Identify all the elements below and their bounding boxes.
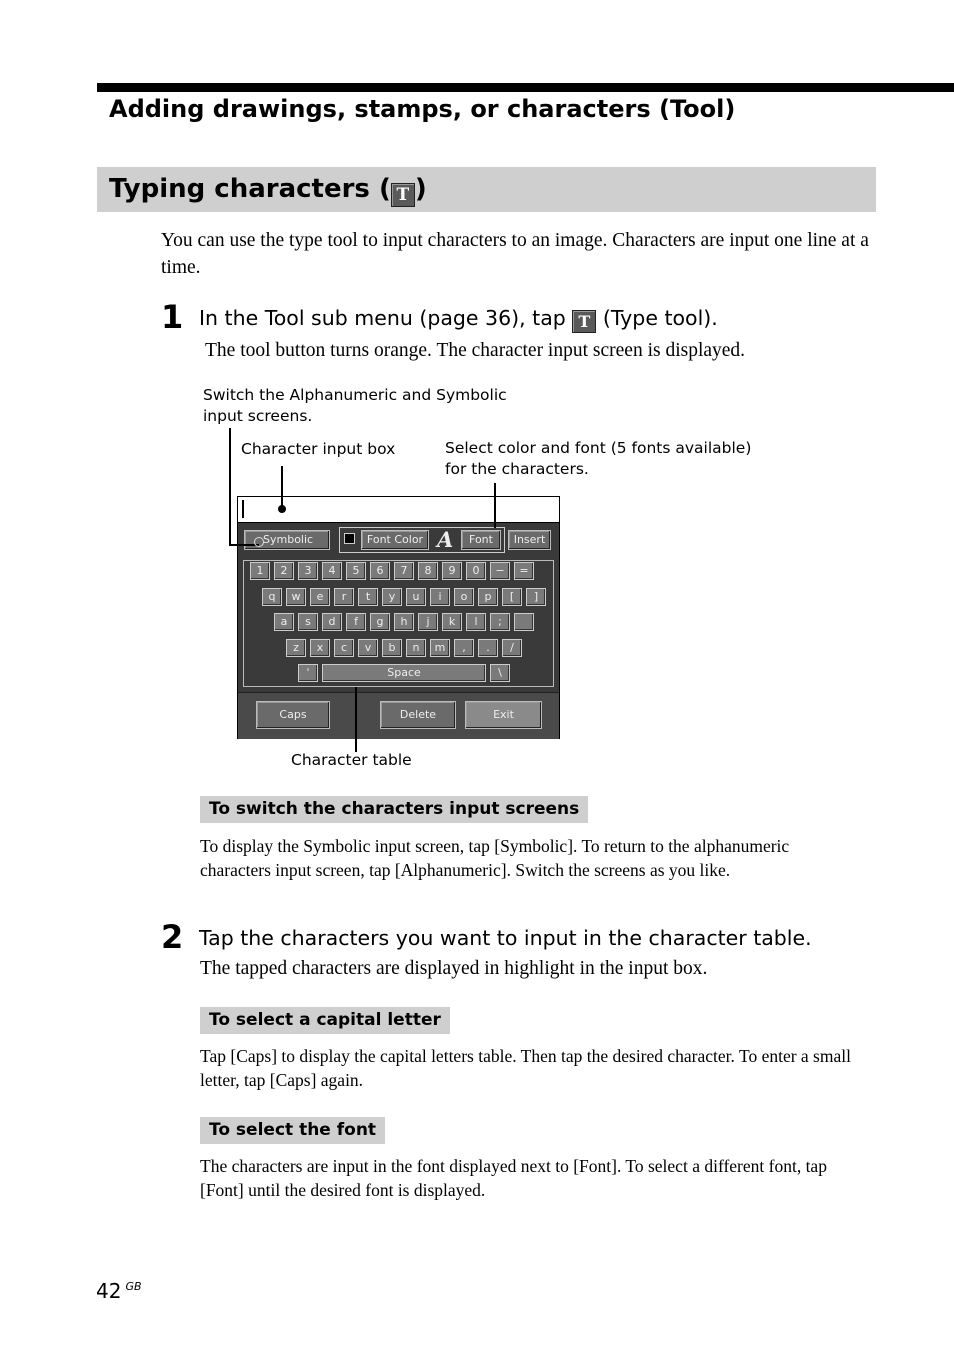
key[interactable]: u [406,588,426,606]
type-tool-icon: T [572,310,596,333]
space-key[interactable]: Space [322,664,486,682]
font-color-button[interactable]: Font Color [361,530,429,550]
key[interactable]: n [406,639,426,657]
key[interactable]: c [334,639,354,657]
key[interactable]: k [442,613,462,631]
subheading-select-font: To select the font [200,1117,385,1144]
key[interactable]: i [430,588,450,606]
key[interactable]: r [334,588,354,606]
step-body: The tapped characters are displayed in highlight in the input box. [200,958,708,979]
step-number: 1 [161,298,184,336]
key[interactable]: w [286,588,306,606]
key[interactable]: t [358,588,378,606]
callout-input-box: Character input box [241,440,396,458]
key[interactable]: z [286,639,306,657]
subheading-switch-screens: To switch the characters input screens [200,796,588,823]
exit-button[interactable]: Exit [465,701,542,729]
step-heading-text: In the Tool sub menu (page 36), tap [199,306,566,330]
callout-switch [203,385,507,427]
page-region: GB [125,1280,142,1293]
key[interactable]: 2 [274,562,294,580]
key[interactable]: s [298,613,318,631]
key[interactable]: v [358,639,378,657]
leader-line-switch [229,428,231,546]
key[interactable]: q [262,588,282,606]
key[interactable]: a [274,613,294,631]
header-rule [97,83,954,92]
key[interactable]: ; [490,613,510,631]
key[interactable]: f [346,613,366,631]
step-heading-text-end: (Type tool). [602,306,718,330]
character-input-box[interactable] [238,497,559,523]
select-font-body: The characters are input in the font displayed next to [Font]. To select a different font, tap [Font] until the desired font is displayed. [200,1156,827,1200]
key[interactable]: . [478,639,498,657]
key[interactable]: d [322,613,342,631]
capital-letter-body: Tap [Caps] to display the capital letters table. Then tap the desired character. To enter a small letter, tap [Caps] again. [200,1046,851,1090]
key-quote[interactable]: ' [298,664,318,682]
step-number: 2 [161,918,184,956]
key[interactable]: e [310,588,330,606]
leader-line-table [355,687,357,752]
key[interactable]: y [382,588,402,606]
leader-line-input [281,466,283,508]
step-body: The tool button turns orange. The character input screen is displayed. [205,340,746,361]
leader-dot-switch [254,537,264,547]
text-cursor [242,500,244,518]
key[interactable]: 8 [418,562,438,580]
insert-button[interactable]: Insert [508,530,551,550]
callout-color-font-line2: for the characters. [445,460,589,478]
key[interactable]: l [466,613,486,631]
type-tool-icon: T [391,183,415,207]
key[interactable]: 9 [442,562,462,580]
key[interactable]: 6 [370,562,390,580]
leader-line-color-font [494,483,496,528]
step-heading: Tap the characters you want to input in the character table. [199,926,812,950]
key[interactable]: − [490,562,510,580]
callout-switch-line2: input screens. [203,407,313,425]
heading-text: Typing characters ( [109,174,391,204]
page-number [96,1279,142,1303]
intro-paragraph: You can use the type tool to input characters to an image. Characters are input one line at a time. [161,230,869,278]
symbolic-button[interactable]: Symbolic [244,530,330,550]
key[interactable]: , [454,639,474,657]
key[interactable]: 7 [394,562,414,580]
section-title: Adding drawings, stamps, or characters (Tool) [109,95,736,123]
heading-text-end: ) [414,174,427,204]
key[interactable]: b [382,639,402,657]
key[interactable]: 5 [346,562,366,580]
page-number-value: 42 [96,1279,122,1303]
font-button[interactable]: Font [461,530,501,550]
key[interactable]: [ [502,588,522,606]
key[interactable]: 4 [322,562,342,580]
switch-screens-body: To display the Symbolic input screen, tap [Symbolic]. To return to the alphanumeric characters input screen, tap [Alphanumeric]. Switch the screens as you like. [200,836,790,880]
caps-button[interactable]: Caps [256,701,330,729]
key[interactable]: 1 [250,562,270,580]
key[interactable]: 0 [466,562,486,580]
subheading-capital-letter: To select a capital letter [200,1007,450,1034]
key[interactable]: ] [526,588,546,606]
callout-color-font-line1: Select color and font (5 fonts available) [445,439,752,457]
key[interactable]: h [394,613,414,631]
callout-switch-line1: Switch the Alphanumeric and Symbolic [203,386,507,404]
step-heading [199,304,718,333]
key[interactable]: g [370,613,390,631]
key-backslash[interactable]: \ [490,664,510,682]
key[interactable] [514,613,534,631]
color-swatch[interactable] [344,533,355,544]
callout-color-font [445,438,751,480]
leader-dot-input [278,505,286,513]
key[interactable]: x [310,639,330,657]
key[interactable]: = [514,562,534,580]
page-heading [109,172,427,207]
callout-table: Character table [291,751,412,769]
key[interactable]: o [454,588,474,606]
delete-button[interactable]: Delete [380,701,456,729]
font-sample: A [437,527,454,552]
key[interactable]: / [502,639,522,657]
key[interactable]: p [478,588,498,606]
key[interactable]: j [418,613,438,631]
key[interactable]: m [430,639,450,657]
key[interactable]: 3 [298,562,318,580]
